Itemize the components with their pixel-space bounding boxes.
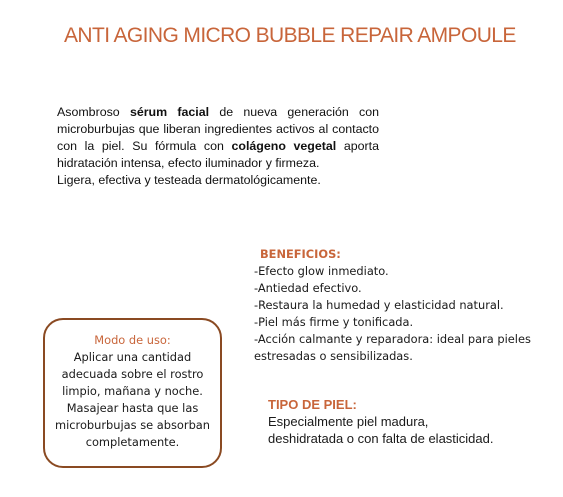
usage-box xyxy=(43,318,222,468)
benefit-item: -Restaura la humedad y elasticidad natural. xyxy=(254,298,504,312)
skin-type-section xyxy=(268,396,498,447)
skin-type-title: TIPO DE PIEL: xyxy=(268,397,357,412)
benefit-item: -Efecto glow inmediato. xyxy=(254,264,389,278)
description-text-2: de nueva generación con microburbujas que liberan ingredientes activos al contacto con la piel. Su fórmula con xyxy=(57,105,379,153)
benefit-item: -Piel más firme y tonificada. xyxy=(254,315,414,329)
page-title: ANTI AGING MICRO BUBBLE REPAIR AMPOULE xyxy=(64,24,516,47)
usage-text: Aplicar una cantidad adecuada sobre el rostro limpio, mañana y noche. Masajear hasta que las microburbujas se absorban completamente. xyxy=(55,350,210,449)
benefit-item: -Acción calmante y reparadora: ideal para pieles estresadas o sensibilizadas. xyxy=(254,332,531,363)
description-bold-collagen: colágeno vegetal xyxy=(231,139,337,153)
benefits-section xyxy=(254,246,554,365)
product-description xyxy=(57,104,379,189)
description-bold-serum: sérum facial xyxy=(129,105,210,119)
benefits-title: BENEFICIOS: xyxy=(260,247,341,261)
benefit-item: -Antiedad efectivo. xyxy=(254,281,362,295)
skin-type-text: Especialmente piel madura, deshidratada o con falta de elasticidad. xyxy=(268,414,494,446)
usage-title: Modo de uso: xyxy=(94,333,171,347)
description-text-1: Asombroso xyxy=(57,105,130,119)
description-text-3: aporta hidratación intensa, efecto iluminador y firmeza. xyxy=(57,139,379,170)
description-last-line: Ligera, efectiva y testeada dermatológicamente. xyxy=(57,173,321,187)
benefits-list xyxy=(254,263,554,365)
